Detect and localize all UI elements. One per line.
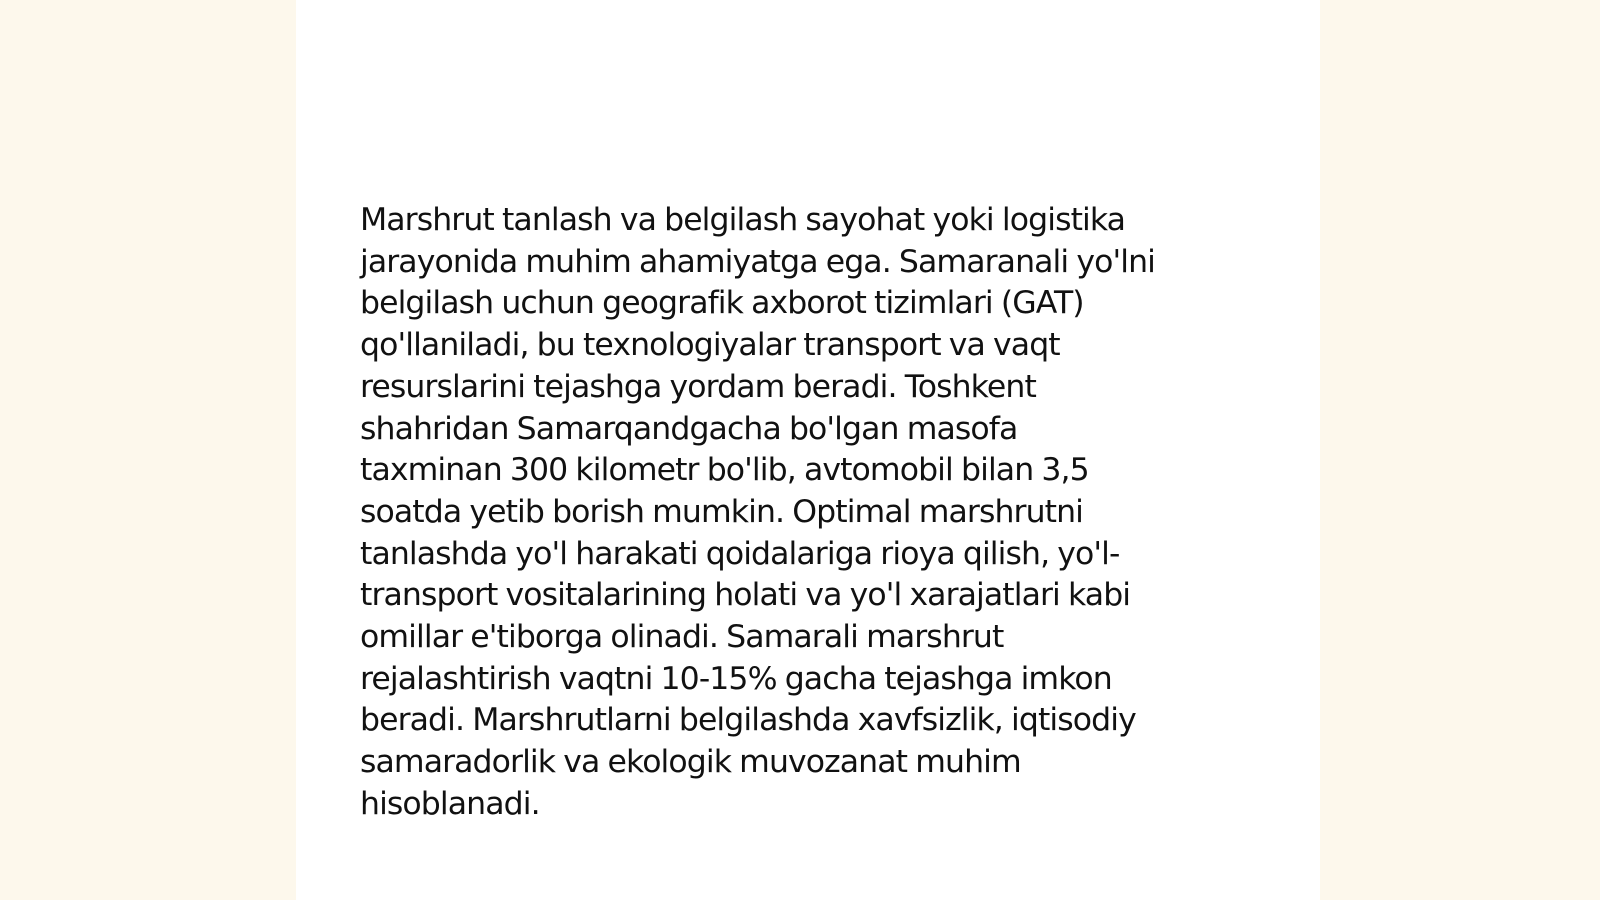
body-paragraph — [360, 200, 1260, 826]
paragraph-line-4: qo'llaniladi, bu texnologiyalar transport va vaqt — [360, 327, 1060, 364]
paragraph-line-7: taxminan 300 kilometr bo'lib, avtomobil bilan 3,5 — [360, 452, 1089, 489]
paragraph-line-5: resurslarini tejashga yordam beradi. Toshkent — [360, 368, 1036, 405]
document-page — [296, 0, 1320, 900]
paragraph-line-11: omillar e'tiborga olinadi. Samarali marshrut — [360, 619, 1004, 656]
paragraph-line-12: rejalashtirish vaqtni 10-15% gacha tejashga imkon — [360, 660, 1112, 697]
paragraph-line-1: Marshrut tanlash va belgilash sayohat yoki logistika — [360, 202, 1126, 238]
paragraph-line-9: tanlashda yo'l harakati qoidalariga rioya qilish, yo'l- — [360, 535, 1120, 572]
paragraph-line-3: belgilash uchun geografik axborot tizimlari (GAT) — [360, 285, 1084, 322]
paragraph-line-6: shahridan Samarqandgacha bo'lgan masofa — [360, 410, 1018, 447]
paragraph-line-14: samaradorlik va ekologik muvozanat muhim — [360, 744, 1021, 781]
paragraph-line-13: beradi. Marshrutlarni belgilashda xavfsizlik, iqtisodiy — [360, 702, 1136, 739]
paragraph-line-2: jarayonida muhim ahamiyatga ega. Samaranali yo'lni — [360, 243, 1155, 280]
paragraph-line-15: hisoblanadi. — [360, 785, 540, 822]
paragraph-line-10: transport vositalarining holati va yo'l xarajatlari kabi — [360, 577, 1131, 614]
paragraph-line-8: soatda yetib borish mumkin. Optimal marshrutni — [360, 493, 1083, 530]
